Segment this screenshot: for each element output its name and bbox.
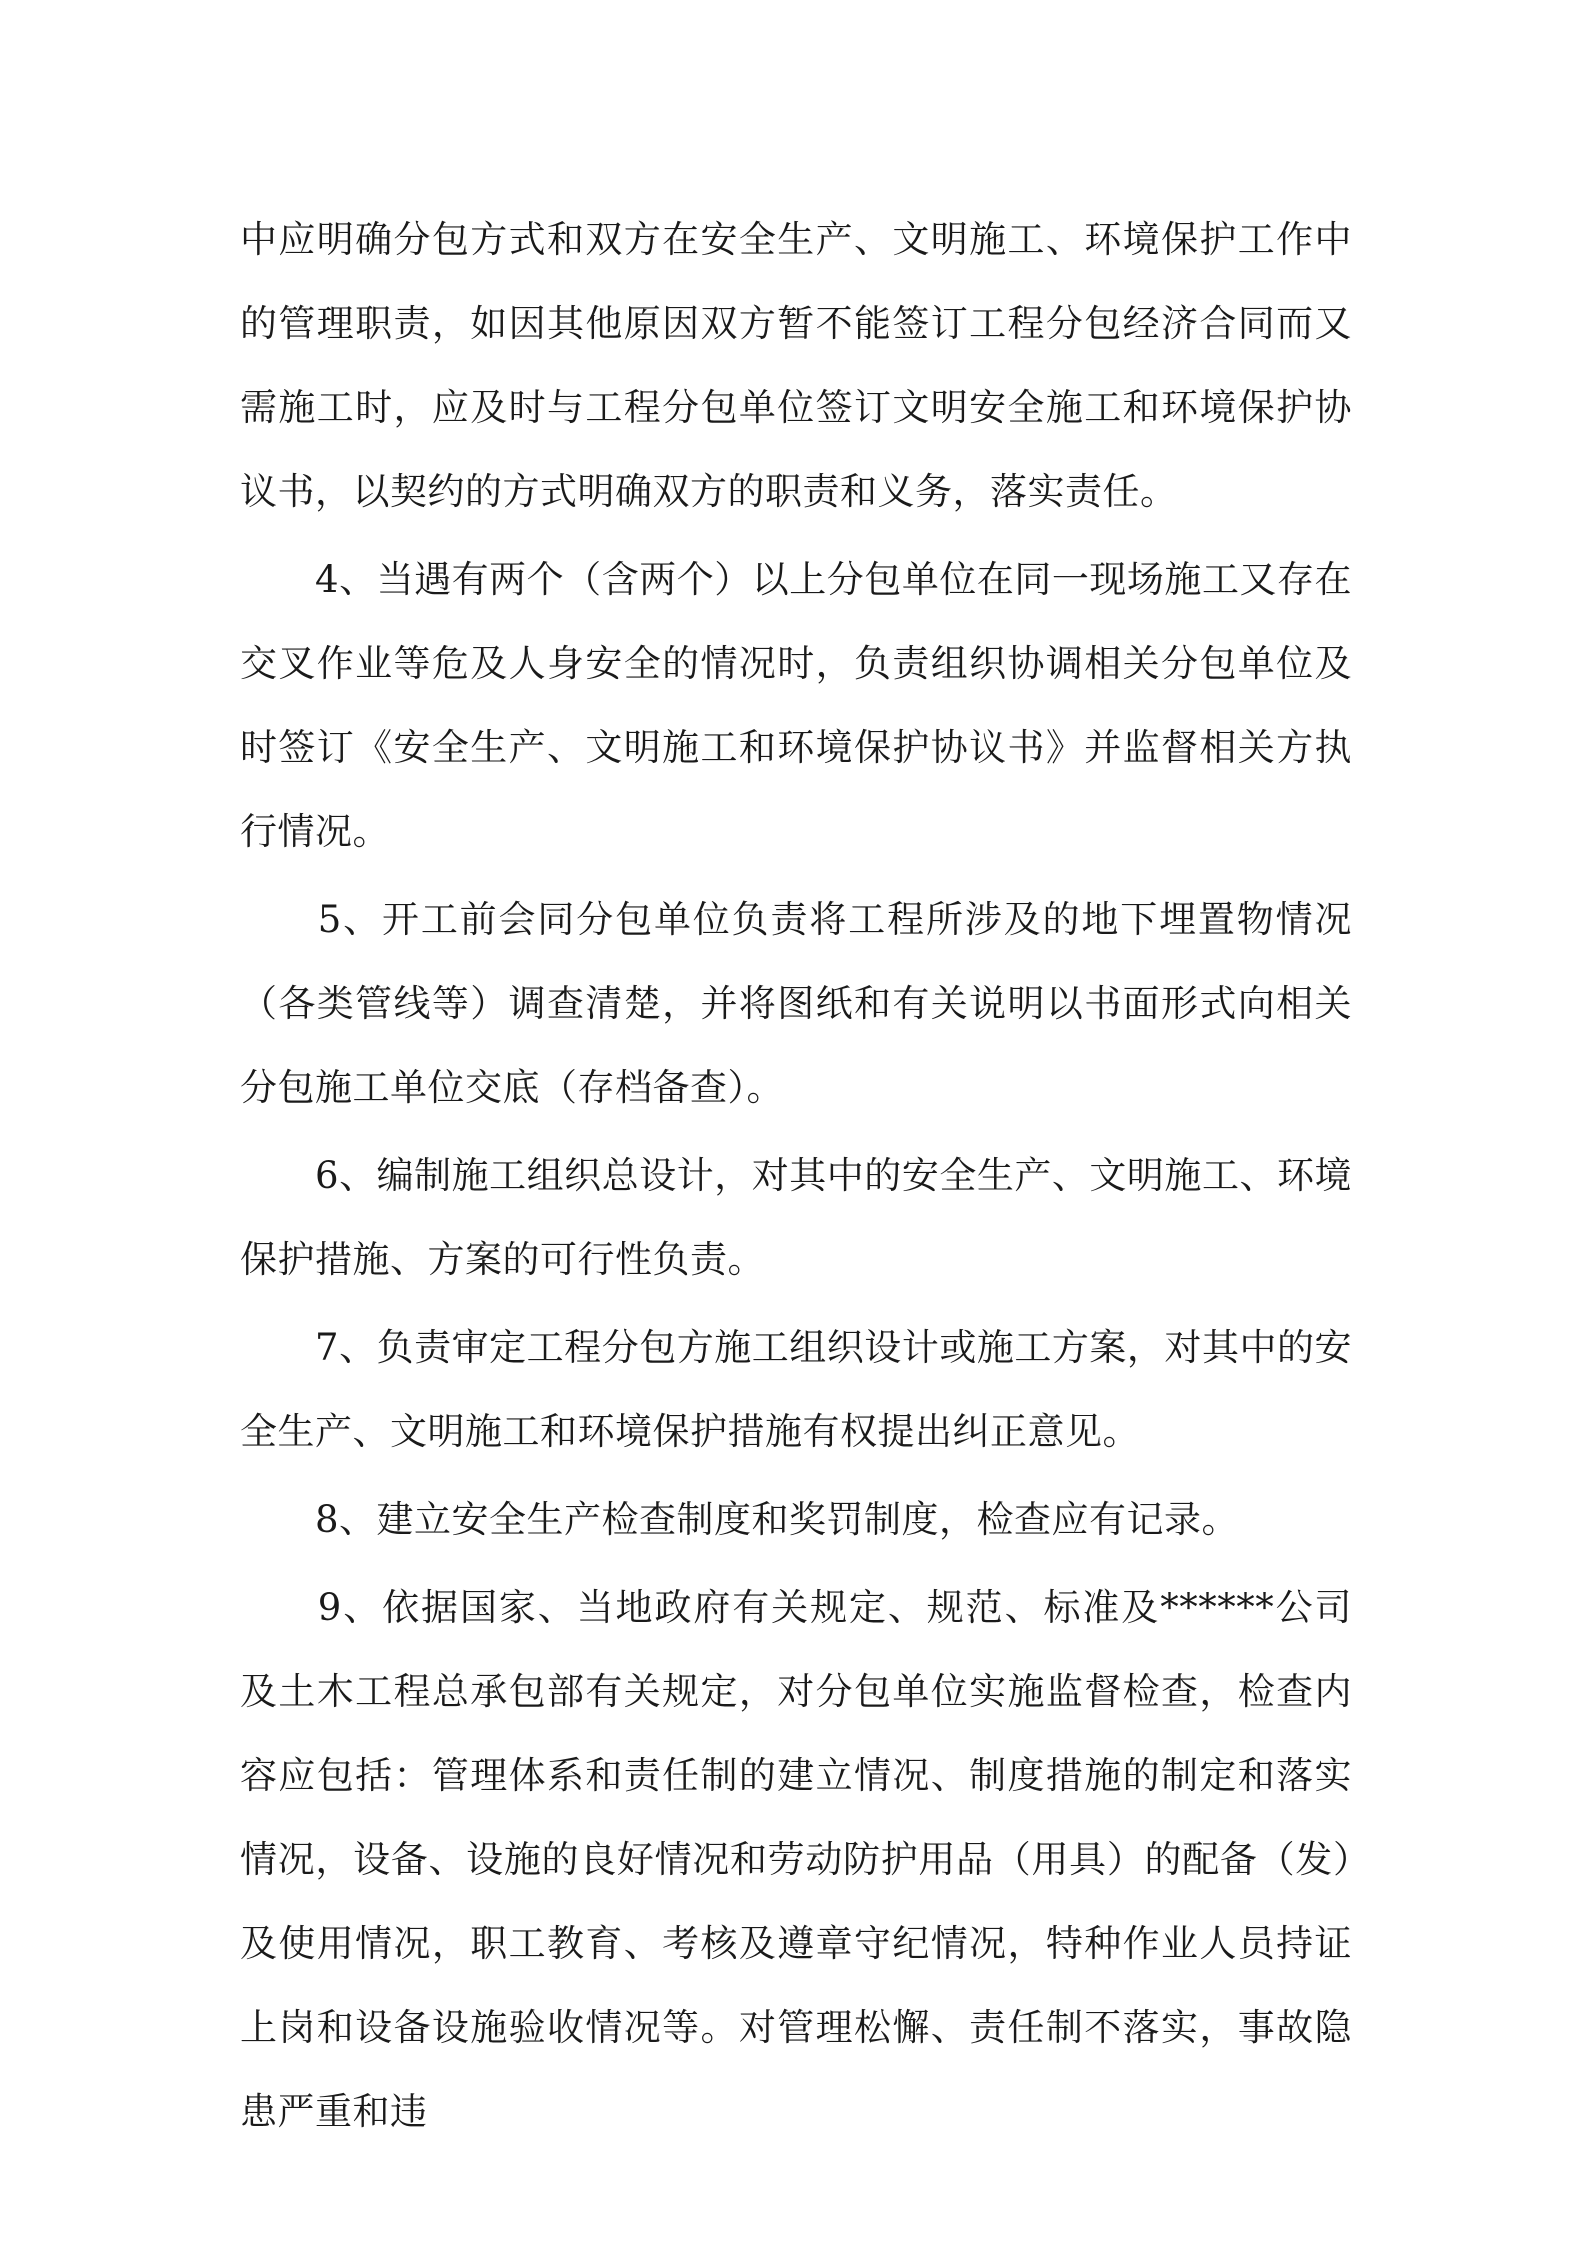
paragraph-item-9: 9、依据国家、当地政府有关规定、规范、标准及******公司及土木工程总承包部有关规定，对分包单位实施监督检查，检查内容应包括：管理体系和责任制的建立情况、制度措施的制定和落实情况，设备、设施的良好情况和劳动防护用品（用具）的配备（发）及使用情况，职工教育、考核及遵章守纪情况，特种作业人员持证上岗和设备设施验收情况等。对管理松懈、责任制不落实，事故隐患严重和违 [240,1586,1352,2133]
paragraph-continuation: 中应明确分包方式和双方在安全生产、文明施工、环境保护工作中的管理职责，如因其他原因双方暂不能签订工程分包经济合同而又需施工时，应及时与工程分包单位签订文明安全施工和环境保护协议书，以契约的方式明确双方的职责和义务，落实责任。 [240,218,1352,513]
paragraph-item-4: 4、当遇有两个（含两个）以上分包单位在同一现场施工又存在交叉作业等危及人身安全的情况时，负责组织协调相关分包单位及时签订《安全生产、文明施工和环境保护协议书》并监督相关方执行情况。 [240,558,1352,853]
paragraph-item-7: 7、负责审定工程分包方施工组织设计或施工方案，对其中的安全生产、文明施工和环境保护措施有权提出纠正意见。 [240,1326,1352,1453]
paragraph-item-8: 8、建立安全生产检查制度和奖罚制度，检查应有记录。 [240,1498,1240,1541]
document-body [240,198,1352,2158]
paragraph-item-5: 5、开工前会同分包单位负责将工程所涉及的地下埋置物情况（各类管线等）调查清楚，并将图纸和有关说明以书面形式向相关分包施工单位交底（存档备查）。 [240,898,1352,1109]
paragraph-item-6: 6、编制施工组织总设计，对其中的安全生产、文明施工、环境保护措施、方案的可行性负责。 [240,1154,1352,1281]
